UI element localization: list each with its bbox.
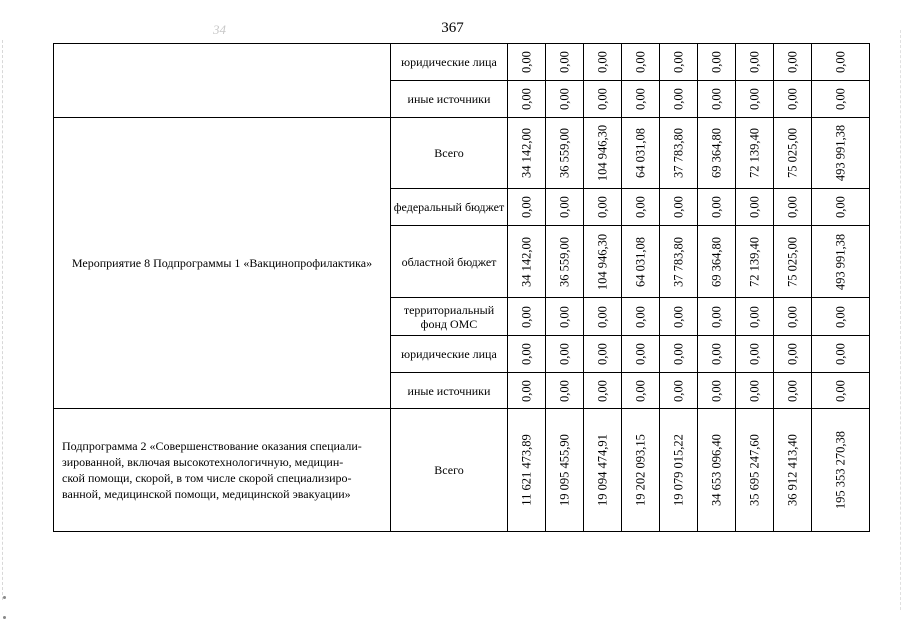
scan-edge-right: [900, 30, 902, 610]
value-text: 0,00: [833, 88, 847, 110]
year-value-cell: [736, 81, 774, 118]
value-text: 0,00: [785, 379, 799, 402]
year-value-cell: [774, 189, 812, 226]
year-value-cell: [736, 336, 774, 373]
value-text: 0,00: [633, 343, 647, 365]
value-text: 0,00: [709, 196, 723, 218]
value-text: 195 353 270,38: [833, 430, 847, 510]
program-name-cell: [54, 44, 391, 118]
year-value-cell: [622, 44, 660, 81]
value-text: 0,00: [557, 196, 571, 218]
program-name-line: зированной, включая высокотехнологичную, медицин-: [62, 455, 344, 469]
value-text: 0,00: [557, 51, 571, 73]
year-value-cell: [698, 81, 736, 118]
table-row: [54, 409, 870, 532]
program-name-cell: [54, 409, 391, 532]
year-value-cell: [508, 189, 546, 226]
value-text: 0,00: [595, 88, 609, 110]
value-text: 0,00: [519, 343, 533, 365]
value-text: 104 946,30: [595, 233, 609, 290]
value-text: 0,00: [785, 51, 799, 73]
year-value-cell: [698, 44, 736, 81]
value-text: 0,00: [595, 51, 609, 73]
value-text: 0,00: [557, 379, 571, 402]
value-text: 0,00: [519, 305, 533, 328]
year-value-cell: [546, 44, 584, 81]
year-value-cell: [508, 336, 546, 373]
value-text: 0,00: [709, 379, 723, 402]
table-row: [54, 118, 870, 189]
funding-source-cell: иные источники: [391, 81, 508, 118]
year-value-cell: [584, 373, 622, 409]
value-text: 0,00: [747, 343, 761, 365]
year-value-cell: [660, 81, 698, 118]
value-text: 104 946,30: [595, 124, 609, 182]
value-text: 36 912 413,40: [785, 434, 799, 506]
funding-source-cell: Всего: [391, 118, 508, 189]
year-value-cell: [546, 298, 584, 336]
value-text: 37 783,80: [671, 236, 685, 287]
funding-source-cell: территориальный фонд ОМС: [391, 298, 508, 336]
total-value-cell: [812, 189, 870, 226]
value-text: 34 142,00: [519, 128, 533, 178]
year-value-cell: [774, 409, 812, 532]
value-text: 0,00: [519, 196, 533, 218]
year-value-cell: [698, 118, 736, 189]
year-value-cell: [622, 298, 660, 336]
value-text: 75 025,00: [785, 236, 799, 287]
total-value-cell: [812, 298, 870, 336]
value-text: 75 025,00: [785, 128, 799, 178]
year-value-cell: [660, 298, 698, 336]
value-text: 36 559,00: [557, 128, 571, 178]
value-text: 0,00: [595, 343, 609, 365]
value-text: 0,00: [557, 305, 571, 328]
total-value-cell: [812, 336, 870, 373]
year-value-cell: [584, 44, 622, 81]
value-text: 0,00: [519, 51, 533, 73]
year-value-cell: [774, 44, 812, 81]
value-text: 0,00: [633, 51, 647, 73]
budget-table: [53, 43, 870, 532]
year-value-cell: [584, 409, 622, 532]
funding-source-cell: иные источники: [391, 373, 508, 409]
year-value-cell: [584, 118, 622, 189]
value-text: 0,00: [709, 88, 723, 110]
value-text: 0,00: [595, 379, 609, 402]
year-value-cell: [736, 409, 774, 532]
year-value-cell: [736, 44, 774, 81]
year-value-cell: [546, 118, 584, 189]
year-value-cell: [774, 226, 812, 298]
year-value-cell: [508, 118, 546, 189]
value-text: 0,00: [833, 305, 847, 328]
year-value-cell: [698, 373, 736, 409]
program-name-cell: Мероприятие 8 Подпрограммы 1 «Вакцинопрофилактика»: [54, 118, 391, 409]
total-value-cell: [812, 226, 870, 298]
year-value-cell: [660, 189, 698, 226]
value-text: 0,00: [671, 88, 685, 110]
value-text: 0,00: [557, 343, 571, 365]
year-value-cell: [774, 298, 812, 336]
total-value-cell: [812, 409, 870, 532]
value-text: 0,00: [519, 88, 533, 110]
year-value-cell: [508, 298, 546, 336]
scan-edge-left: [2, 40, 4, 600]
total-value-cell: [812, 373, 870, 409]
year-value-cell: [584, 189, 622, 226]
year-value-cell: [546, 189, 584, 226]
value-text: 0,00: [595, 196, 609, 218]
value-text: 0,00: [747, 305, 761, 328]
year-value-cell: [622, 81, 660, 118]
value-text: 64 031,08: [633, 236, 647, 287]
year-value-cell: [508, 373, 546, 409]
year-value-cell: [508, 81, 546, 118]
year-value-cell: [622, 409, 660, 532]
value-text: 0,00: [785, 196, 799, 218]
funding-source-cell: юридические лица: [391, 336, 508, 373]
value-text: 34 142,00: [519, 236, 533, 287]
program-name-line: ской помощи, скорой, в том числе скорой специализиро-: [62, 471, 352, 485]
page-number: 367: [441, 20, 464, 36]
value-text: 0,00: [633, 305, 647, 328]
value-text: 72 139,40: [747, 236, 761, 287]
year-value-cell: [736, 298, 774, 336]
year-value-cell: [546, 226, 584, 298]
funding-source-cell: федеральный бюджет: [391, 189, 508, 226]
year-value-cell: [660, 118, 698, 189]
total-value-cell: [812, 44, 870, 81]
year-value-cell: [622, 189, 660, 226]
value-text: 0,00: [633, 88, 647, 110]
value-text: 0,00: [671, 305, 685, 328]
year-value-cell: [698, 298, 736, 336]
value-text: 19 095 455,90: [557, 434, 571, 506]
value-text: 0,00: [671, 343, 685, 365]
year-value-cell: [622, 118, 660, 189]
value-text: 11 621 473,89: [519, 434, 533, 506]
value-text: 0,00: [747, 379, 761, 402]
year-value-cell: [698, 336, 736, 373]
value-text: 19 094 474,91: [595, 434, 609, 506]
value-text: 35 695 247,60: [747, 434, 761, 506]
scan-dot: [3, 596, 6, 599]
value-text: 0,00: [747, 51, 761, 73]
value-text: 19 202 093,15: [633, 434, 647, 506]
year-value-cell: [546, 336, 584, 373]
year-value-cell: [508, 409, 546, 532]
scan-mark: 34: [213, 22, 226, 37]
year-value-cell: [660, 226, 698, 298]
year-value-cell: [546, 409, 584, 532]
year-value-cell: [546, 373, 584, 409]
year-value-cell: [736, 373, 774, 409]
value-text: 36 559,00: [557, 236, 571, 287]
value-text: 0,00: [833, 51, 847, 73]
value-text: 0,00: [671, 51, 685, 73]
value-text: 0,00: [595, 305, 609, 328]
year-value-cell: [622, 373, 660, 409]
value-text: 0,00: [709, 343, 723, 365]
year-value-cell: [584, 226, 622, 298]
value-text: 0,00: [785, 88, 799, 110]
year-value-cell: [698, 226, 736, 298]
year-value-cell: [660, 409, 698, 532]
value-text: 0,00: [671, 196, 685, 218]
value-text: 0,00: [747, 88, 761, 110]
total-value-cell: [812, 118, 870, 189]
value-text: 64 031,08: [633, 128, 647, 178]
year-value-cell: [774, 118, 812, 189]
value-text: 0,00: [519, 379, 533, 402]
value-text: 0,00: [633, 196, 647, 218]
funding-source-cell: областной бюджет: [391, 226, 508, 298]
value-text: 69 364,80: [709, 236, 723, 287]
table-row: [54, 44, 870, 81]
value-text: 0,00: [785, 305, 799, 328]
year-value-cell: [584, 336, 622, 373]
year-value-cell: [736, 226, 774, 298]
year-value-cell: [660, 336, 698, 373]
year-value-cell: [774, 373, 812, 409]
value-text: 493 991,38: [833, 233, 847, 290]
value-text: 0,00: [747, 196, 761, 218]
year-value-cell: [584, 81, 622, 118]
year-value-cell: [774, 81, 812, 118]
year-value-cell: [622, 226, 660, 298]
scan-dot: [3, 616, 6, 619]
value-text: 72 139,40: [747, 128, 761, 178]
value-text: 0,00: [709, 51, 723, 73]
year-value-cell: [622, 336, 660, 373]
total-value-cell: [812, 81, 870, 118]
year-value-cell: [508, 44, 546, 81]
year-value-cell: [660, 44, 698, 81]
year-value-cell: [698, 409, 736, 532]
value-text: 0,00: [709, 305, 723, 328]
value-text: 0,00: [833, 196, 847, 218]
value-text: 37 783,80: [671, 128, 685, 178]
year-value-cell: [774, 336, 812, 373]
value-text: 0,00: [671, 379, 685, 402]
funding-source-cell: Всего: [391, 409, 508, 532]
value-text: 493 991,38: [833, 124, 847, 182]
year-value-cell: [736, 189, 774, 226]
value-text: 19 079 015,22: [671, 434, 685, 506]
funding-source-cell: юридические лица: [391, 44, 508, 81]
value-text: 0,00: [833, 343, 847, 365]
year-value-cell: [698, 189, 736, 226]
year-value-cell: [546, 81, 584, 118]
value-text: 34 653 096,40: [709, 434, 723, 506]
program-name-line: ванной, медицинской помощи, медицинской эвакуации»: [62, 487, 351, 501]
year-value-cell: [584, 298, 622, 336]
year-value-cell: [736, 118, 774, 189]
value-text: 0,00: [785, 343, 799, 365]
year-value-cell: [660, 373, 698, 409]
program-name-line: Подпрограмма 2 «Совершенствование оказания специали-: [62, 439, 362, 453]
value-text: 0,00: [557, 88, 571, 110]
value-text: 0,00: [833, 379, 847, 402]
year-value-cell: [508, 226, 546, 298]
value-text: 69 364,80: [709, 128, 723, 178]
value-text: 0,00: [633, 379, 647, 402]
